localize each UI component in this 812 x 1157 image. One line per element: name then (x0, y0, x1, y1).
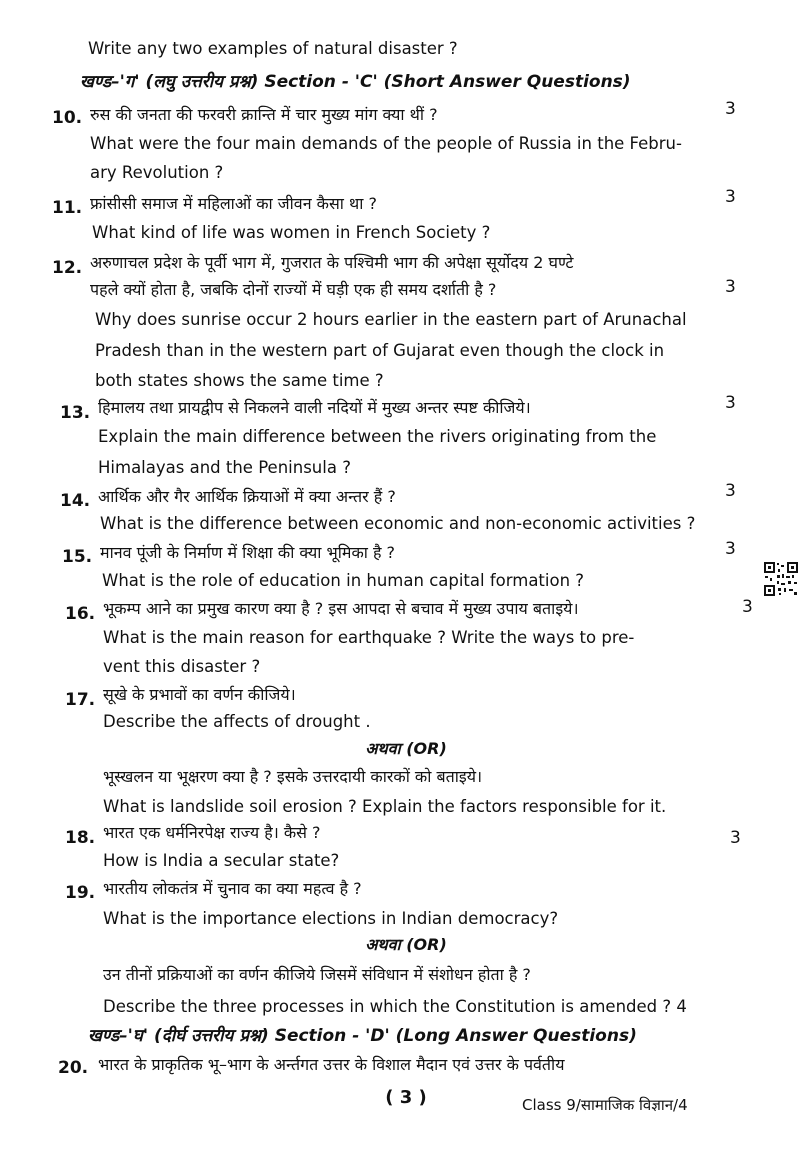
q12-hindi-1: अरुणाचल प्रदेश के पूर्वी भाग में, गुजरात के पश्चिमी भाग की अपेक्षा सूर्योदय 2 घण्टे (90, 253, 574, 272)
q11-hindi: फ्रांसीसी समाज में महिलाओं का जीवन कैसा था ? (90, 194, 377, 213)
q14-number: 14. (60, 491, 91, 511)
q14-hindi: आर्थिक और गैर आर्थिक क्रियाओं में क्या अन्तर हैं ? (98, 487, 396, 506)
q16-english-2: vent this disaster ? (103, 657, 261, 676)
q19-or-english-text: Describe the three processes in which the Constitution is amended ? (103, 997, 672, 1016)
q20-number: 20. (58, 1058, 89, 1078)
q19-or-marks: 4 (676, 997, 687, 1016)
q12-english-1: Why does sunrise occur 2 hours earlier in the eastern part of Arunachal (95, 310, 687, 329)
section-d-english: Section - 'D' (Long Answer Questions) (274, 1026, 637, 1046)
q18-marks: 3 (730, 828, 741, 848)
q15-hindi: मानव पूंजी के निर्माण में शिक्षा की क्या भूमिका है ? (100, 543, 396, 562)
q10-number: 10. (52, 108, 83, 128)
q17-or-label: अथवा (OR) (365, 739, 447, 758)
q12-number: 12. (52, 258, 83, 278)
q19-hindi: भारतीय लोकतंत्र में चुनाव का क्या महत्व है ? (103, 879, 362, 898)
q10-hindi: रुस की जनता की फरवरी क्रान्ति में चार मुख्य मांग क्या थीं ? (90, 105, 438, 124)
q12-english-3: both states shows the same time ? (95, 371, 384, 390)
q14-english: What is the difference between economic and non-economic activities ? (100, 514, 696, 533)
q19-number: 19. (65, 883, 96, 903)
q18-number: 18. (65, 828, 96, 848)
footer-class-subject: Class 9/सामाजिक विज्ञान/4 (522, 1096, 688, 1114)
q16-hindi: भूकम्प आने का प्रमुख कारण क्या है ? इस आपदा से बचाव में मुख्य उपाय बताइये। (103, 599, 579, 618)
section-c-english: Section - 'C' (Short Answer Questions) (264, 72, 631, 92)
q17-or-english: What is landslide soil erosion ? Explain the factors responsible for it. (103, 797, 667, 816)
q14-marks: 3 (725, 481, 736, 501)
q19-english: What is the importance elections in Indian democracy? (103, 909, 559, 928)
qr-code-icon (763, 561, 799, 597)
q17-or-hindi: भूस्खलन या भूक्षरण क्या है ? इसके उत्तरदायी कारकों को बताइये। (103, 767, 483, 786)
q20-hindi: भारत के प्राकृतिक भू–भाग के अर्न्तगत उत्तर के विशाल मैदान एवं उत्तर के पर्वतीय (98, 1055, 565, 1074)
q11-english: What kind of life was women in French Society ? (92, 223, 491, 242)
q16-english-1: What is the main reason for earthquake ? Write the ways to pre- (103, 628, 635, 647)
q12-hindi-2: पहले क्यों होता है, जबकि दोनों राज्यों में घड़ी एक ही समय दर्शाती है ? (90, 280, 497, 299)
q13-marks: 3 (725, 393, 736, 413)
q19-or-label: अथवा (OR) (365, 935, 447, 954)
q12-english-2: Pradesh than in the western part of Gujarat even though the clock in (95, 341, 665, 360)
q19-or-english (103, 996, 687, 1018)
section-d-heading (88, 1024, 637, 1048)
q18-english: How is India a secular state? (103, 851, 340, 870)
q13-english-1: Explain the main difference between the rivers originating from the (98, 427, 657, 446)
q17-hindi: सूखे के प्रभावों का वर्णन कीजिये। (103, 685, 296, 704)
q13-number: 13. (60, 403, 91, 423)
q15-number: 15. (62, 547, 93, 567)
q11-marks: 3 (725, 187, 736, 207)
q17-number: 17. (65, 690, 96, 710)
q12-marks: 3 (725, 277, 736, 297)
q16-marks: 3 (742, 597, 753, 617)
section-c-heading (80, 70, 631, 94)
q15-marks: 3 (725, 539, 736, 559)
section-d-hindi: खण्ड–'घ' (दीर्घ उत्तरीय प्रश्न) (88, 1026, 269, 1046)
q10-marks: 3 (725, 99, 736, 119)
q16-number: 16. (65, 604, 96, 624)
q18-hindi: भारत एक धर्मनिरपेक्ष राज्य है। कैसे ? (103, 823, 321, 842)
q10-english-1: What were the four main demands of the people of Russia in the Febru- (90, 134, 682, 153)
q10-english-2: ary Revolution ? (90, 163, 224, 182)
section-c-hindi: खण्ड–'ग' (लघु उत्तरीय प्रश्न) (80, 72, 259, 92)
q13-hindi: हिमालय तथा प्रायद्वीप से निकलने वाली नदियों में मुख्य अन्तर स्पष्ट कीजिये। (98, 398, 531, 417)
q11-number: 11. (52, 198, 83, 218)
q17-english: Describe the affects of drought . (103, 712, 371, 731)
top-question-line: Write any two examples of natural disaster ? (88, 39, 458, 58)
q19-or-hindi: उन तीनों प्रक्रियाओं का वर्णन कीजिये जिसमें संविधान में संशोधन होता है ? (103, 965, 531, 984)
q13-english-2: Himalayas and the Peninsula ? (98, 458, 351, 477)
q15-english: What is the role of education in human capital formation ? (102, 571, 585, 590)
page-number: ( 3 ) (385, 1087, 427, 1108)
